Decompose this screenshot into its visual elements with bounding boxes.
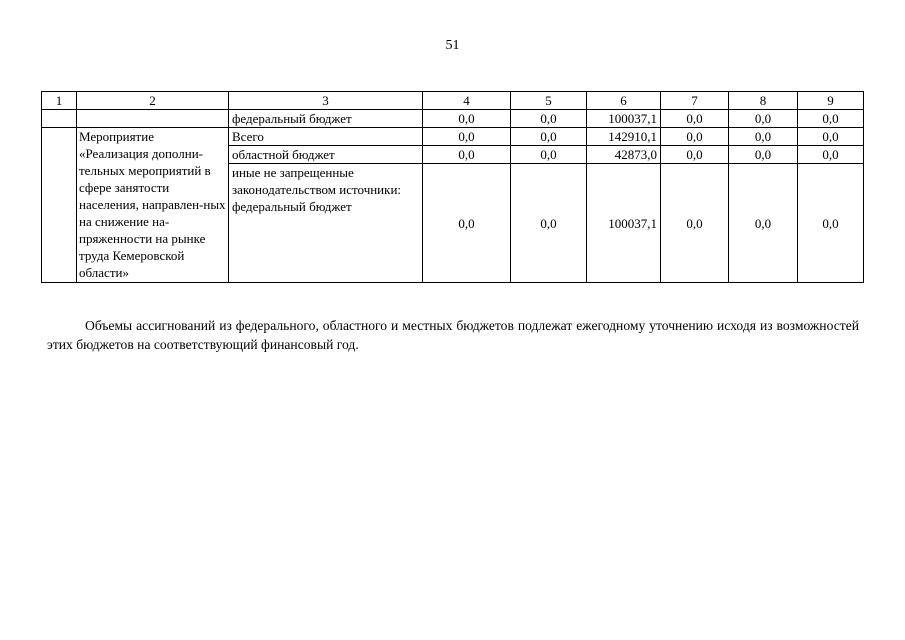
- value-cell: 0,0: [798, 164, 864, 283]
- source-cell: областной бюджет: [229, 146, 423, 164]
- value-cell: 142910,1: [587, 128, 661, 146]
- source-cell: федеральный бюджет: [229, 110, 423, 128]
- budget-note-paragraph: Объемы ассигнований из федерального, областного и местных бюджетов подлежат ежегодному уточнению исходя из возможностей этих бюджетов на соответствующий финансовый год.: [47, 317, 859, 352]
- value-cell: 0,0: [729, 164, 798, 283]
- header-cell: 4: [423, 92, 511, 110]
- value-cell: 0,0: [798, 110, 864, 128]
- header-cell: 5: [511, 92, 587, 110]
- value-cell: 0,0: [423, 164, 511, 283]
- header-cell: 7: [661, 92, 729, 110]
- header-cell: 6: [587, 92, 661, 110]
- value-cell: 0,0: [661, 128, 729, 146]
- value-cell: 0,0: [423, 110, 511, 128]
- value-cell: 100037,1: [587, 110, 661, 128]
- header-cell: 8: [729, 92, 798, 110]
- table-header-row: [42, 92, 864, 110]
- value-cell: 0,0: [729, 146, 798, 164]
- page-number: 51: [445, 38, 460, 53]
- header-cell: 2: [77, 92, 229, 110]
- source-cell: иные не запрещенные законодательством источники: федеральный бюджет: [229, 164, 423, 283]
- value-cell: 0,0: [423, 128, 511, 146]
- value-cell: 0,0: [423, 146, 511, 164]
- header-cell: 1: [42, 92, 77, 110]
- value-cell: 0,0: [729, 128, 798, 146]
- budget-table: [41, 91, 864, 283]
- empty-cell: [77, 110, 229, 128]
- value-cell: 0,0: [798, 128, 864, 146]
- value-cell: 42873,0: [587, 146, 661, 164]
- value-cell: 0,0: [729, 110, 798, 128]
- measure-description: Мероприятие «Реализация дополни-тельных мероприятий в сфере занятости населения, направлен-ных на снижение на-пряженности на рынке труда Кемеровской области»: [77, 128, 229, 283]
- value-cell: 0,0: [511, 164, 587, 283]
- empty-cell: [42, 128, 77, 283]
- value-cell: 0,0: [661, 146, 729, 164]
- header-cell: 9: [798, 92, 864, 110]
- empty-cell: [42, 110, 77, 128]
- table-row: [42, 128, 864, 146]
- value-cell: 0,0: [661, 110, 729, 128]
- source-cell: Всего: [229, 128, 423, 146]
- value-cell: 0,0: [798, 146, 864, 164]
- header-cell: 3: [229, 92, 423, 110]
- value-cell: 100037,1: [587, 164, 661, 283]
- value-cell: 0,0: [511, 110, 587, 128]
- value-cell: 0,0: [511, 146, 587, 164]
- value-cell: 0,0: [661, 164, 729, 283]
- table-row: [42, 110, 864, 128]
- value-cell: 0,0: [511, 128, 587, 146]
